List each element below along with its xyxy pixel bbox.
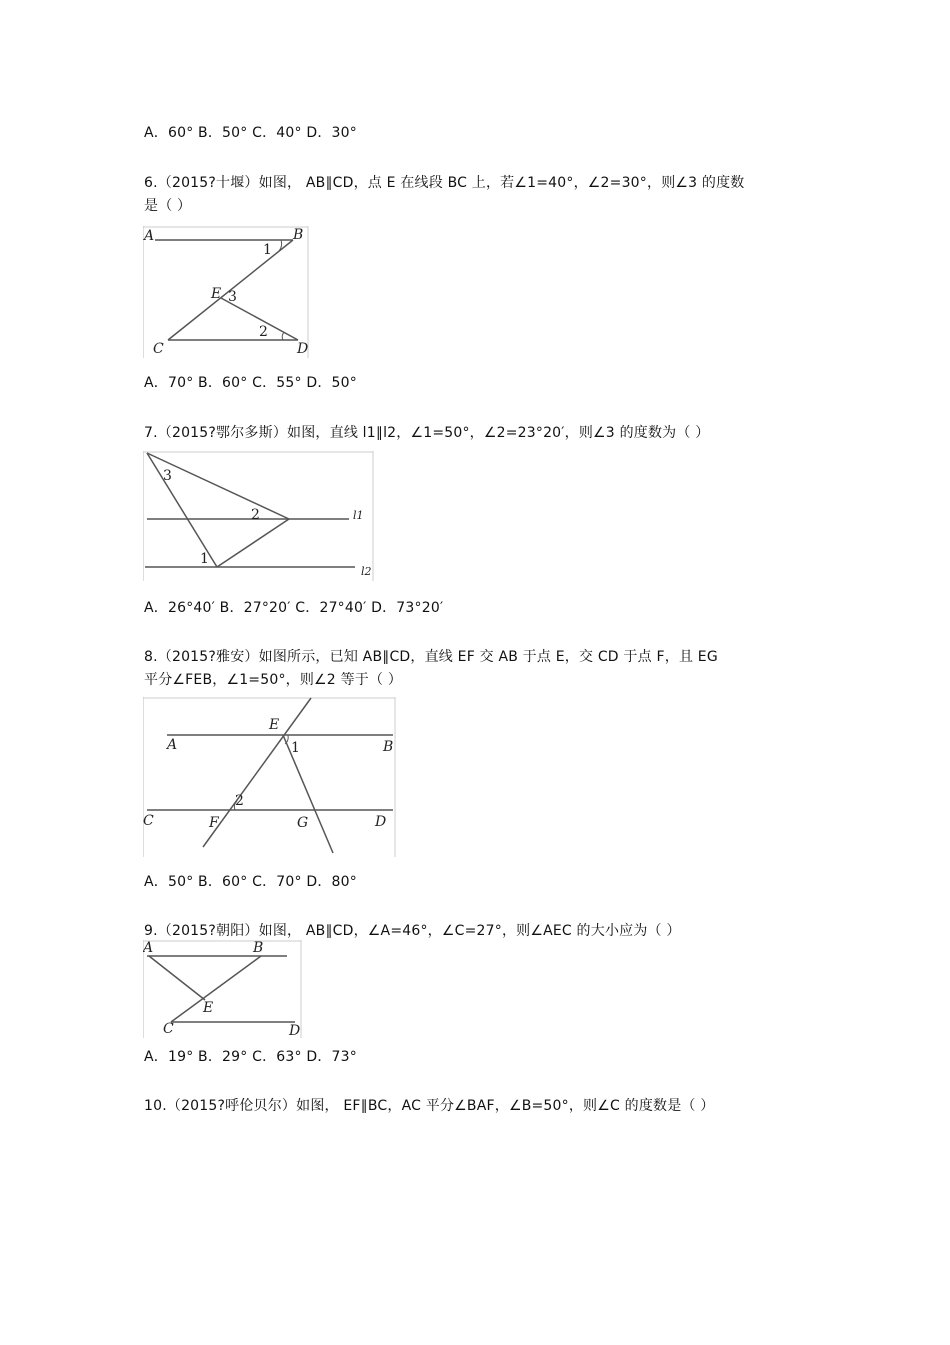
q7-figure: [143, 451, 375, 581]
q8-point-b: B: [383, 739, 394, 755]
q9-point-b: B: [253, 940, 264, 956]
q6-angle-3: 3: [228, 289, 237, 305]
q6-angle-2: 2: [259, 324, 268, 340]
q8-options: A．50° B．60° C．70° D．80°: [144, 874, 357, 890]
q8-stem-line1: 8.（2015?雅安）如图所示，已知 AB∥CD，直线 EF 交 AB 于点 E，交 CD 于点 F，且 EG: [144, 649, 718, 665]
q8-point-c: C: [143, 813, 154, 829]
q6-stem-line2: 是（ ）: [144, 198, 192, 214]
q8-point-g: G: [297, 815, 309, 831]
q8-figure: [143, 697, 397, 857]
q6-figure: [143, 226, 311, 358]
q6-point-e: E: [211, 286, 222, 302]
q6-point-c: C: [153, 341, 164, 357]
q9-point-c: C: [163, 1021, 174, 1037]
q9-figure: [143, 940, 305, 1038]
q5-options: A．60° B．50° C．40° D．30°: [144, 125, 357, 141]
q8-angle-1: 1: [291, 740, 300, 756]
q8-point-f: F: [209, 815, 219, 831]
q9-point-a: A: [143, 940, 154, 956]
q7-stem-line1: 7.（2015?鄂尔多斯）如图，直线 l1∥l2，∠1=50°，∠2=23°20′，则∠3 的度数为（ ）: [144, 425, 710, 441]
q8-point-e: E: [269, 717, 280, 733]
q7-line-l2: l2: [361, 565, 372, 578]
q9-point-d: D: [289, 1023, 301, 1038]
q7-angle-1: 1: [200, 551, 209, 567]
q8-point-d: D: [375, 814, 387, 830]
q6-point-d: D: [297, 341, 309, 357]
q9-options: A．19° B．29° C．63° D．73°: [144, 1049, 357, 1065]
q10-stem-line1: 10.（2015?呼伦贝尔）如图， EF∥BC，AC 平分∠BAF，∠B=50°，则∠C 的度数是（ ）: [144, 1098, 715, 1114]
q6-angle-1: 1: [263, 242, 272, 258]
q8-angle-2: 2: [235, 793, 244, 809]
q7-angle-2: 2: [251, 507, 260, 523]
q9-point-e: E: [203, 1000, 214, 1016]
q9-stem-line1: 9.（2015?朝阳）如图， AB∥CD，∠A=46°，∠C=27°，则∠AEC 的大小应为（ ）: [144, 923, 681, 939]
q8-point-a: A: [167, 737, 178, 753]
q7-line-l1: l1: [353, 509, 364, 522]
q6-options: A．70° B．60° C．55° D．50°: [144, 375, 357, 391]
q6-point-a: A: [144, 228, 155, 244]
q8-stem-line2: 平分∠FEB，∠1=50°，则∠2 等于（ ）: [144, 672, 403, 688]
q6-stem-line1: 6.（2015?十堰）如图， AB∥CD，点 E 在线段 BC 上，若∠1=40°，∠2=30°，则∠3 的度数: [144, 175, 745, 191]
q7-options: A．26°40′ B．27°20′ C．27°40′ D．73°20′: [144, 600, 444, 616]
q6-point-b: B: [293, 227, 304, 243]
q7-angle-3: 3: [163, 468, 172, 484]
